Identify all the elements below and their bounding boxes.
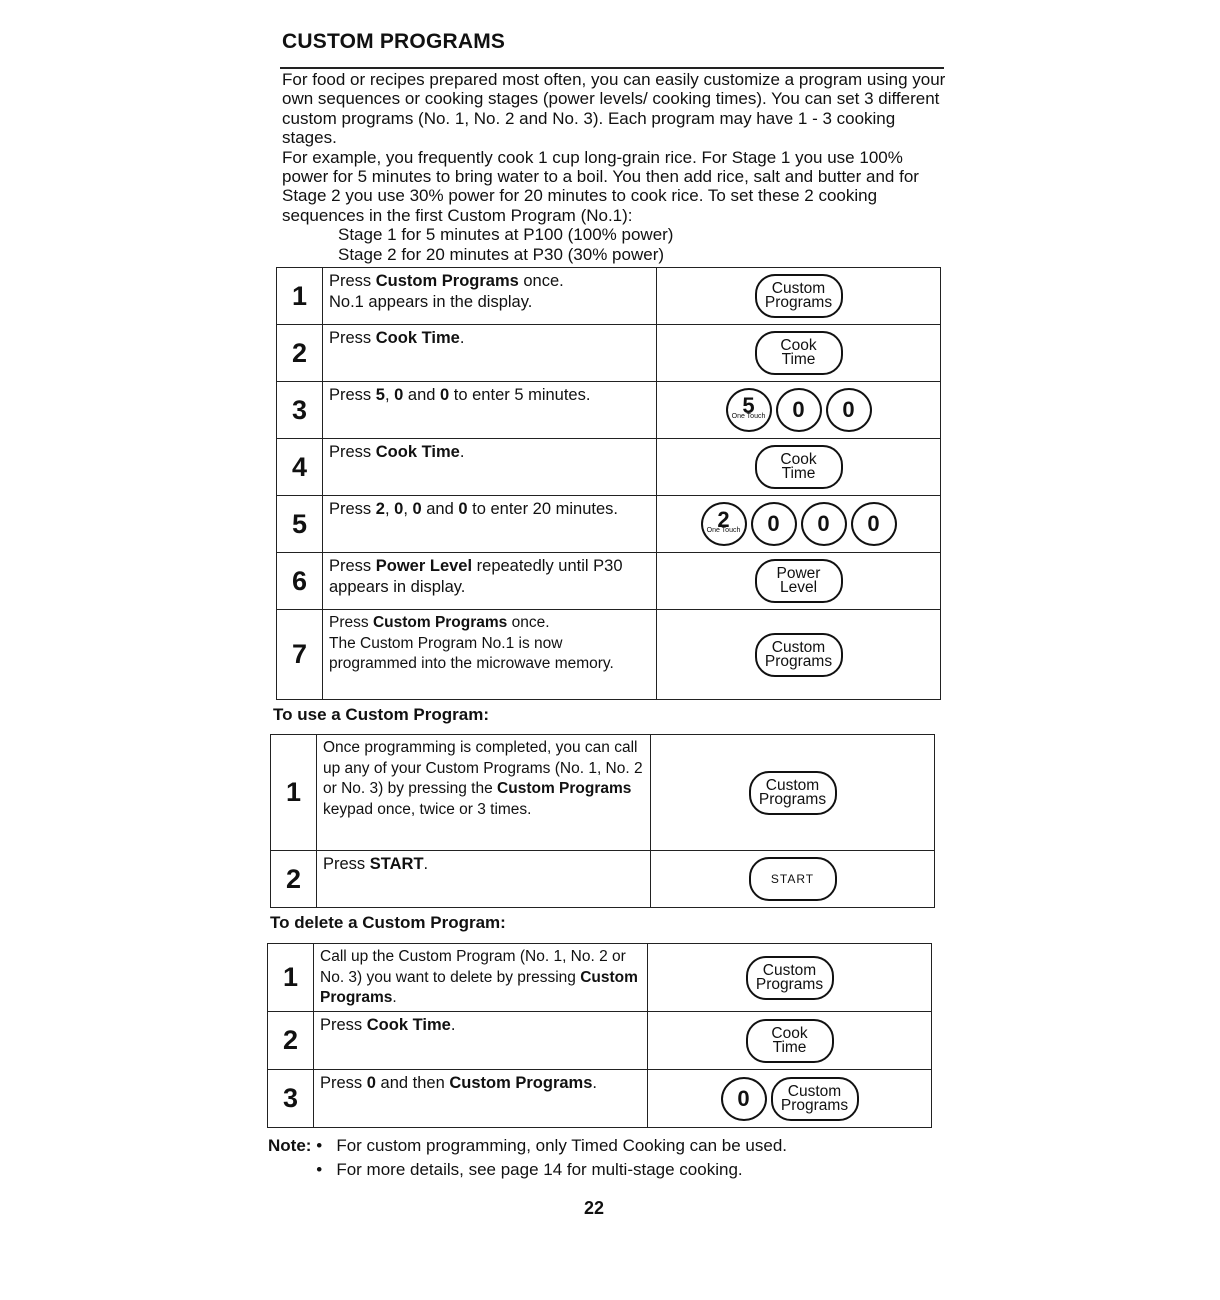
table-row xyxy=(271,851,935,908)
step-number: 2 xyxy=(268,1012,314,1070)
step-text: Press 5, 0 and 0 to enter 5 minutes. xyxy=(323,382,657,439)
use-steps-table xyxy=(270,734,935,908)
step-number: 3 xyxy=(268,1070,314,1128)
cook-time-key: Cook Time xyxy=(746,1019,834,1063)
table-row xyxy=(277,553,941,610)
stage-2-line: Stage 2 for 20 minutes at P30 (30% power) xyxy=(338,244,665,264)
table-row xyxy=(277,439,941,496)
table-row xyxy=(268,1070,932,1128)
table-row xyxy=(277,496,941,553)
step-keypad xyxy=(648,1012,932,1070)
note-item: • For custom programming, only Timed Cooking can be used. xyxy=(316,1136,788,1155)
step-number: 1 xyxy=(268,944,314,1012)
zero-key: 0 xyxy=(851,502,897,546)
step-number: 2 xyxy=(271,851,317,908)
table-row xyxy=(277,610,941,700)
zero-key: 0 xyxy=(801,502,847,546)
cook-time-key: Cook Time xyxy=(755,445,843,489)
intro-paragraph-2: For example, you frequently cook 1 cup long-grain rice. For Stage 1 you use 100% power for 5 minutes to bring water to a boil. You then add rice, salt and butter and for Stage 2 you use 30% power for 20 minutes to cook rice. To set these 2 cooking sequences in the first Custom Program (No.1): xyxy=(282,147,919,225)
custom-programs-key: Custom Programs xyxy=(749,771,837,815)
table-row xyxy=(277,268,941,325)
step-text: Press 0 and then Custom Programs. xyxy=(314,1070,648,1128)
step-text: Press Custom Programs once. The Custom Program No.1 is now programmed into the microwave memory. xyxy=(323,610,657,700)
title-rule xyxy=(280,67,944,69)
step-text: Press Power Level repeatedly until P30 appears in display. xyxy=(323,553,657,610)
stage-1-line: Stage 1 for 5 minutes at P100 (100% power) xyxy=(338,225,674,245)
step-keypad xyxy=(657,553,941,610)
step-keypad xyxy=(651,851,935,908)
custom-programs-key: Custom Programs xyxy=(746,956,834,1000)
step-keypad xyxy=(657,268,941,325)
note xyxy=(268,1134,787,1182)
table-row xyxy=(268,1012,932,1070)
zero-key: 0 xyxy=(721,1077,767,1121)
step-text: Press 2, 0, 0 and 0 to enter 20 minutes. xyxy=(323,496,657,553)
step-number: 7 xyxy=(277,610,323,700)
step-number: 1 xyxy=(271,735,317,851)
page-title: CUSTOM PROGRAMS xyxy=(282,30,506,53)
cook-time-key: Cook Time xyxy=(755,331,843,375)
intro-paragraph-1: For food or recipes prepared most often, you can easily customize a program using your own sequences or cooking stages (power levels/ cooking times). You can set 3 different custom programs (No. 1, No. 2 and No. 3). Each program may have 1 - 3 cooking stages. xyxy=(282,70,946,148)
zero-key: 0 xyxy=(826,388,872,432)
custom-programs-key: Custom Programs xyxy=(755,633,843,677)
step-text: Call up the Custom Program (No. 1, No. 2 or No. 3) you want to delete by pressing Custom Programs. xyxy=(314,944,648,1012)
custom-programs-key: Custom Programs xyxy=(755,274,843,318)
step-text: Press Cook Time. xyxy=(323,439,657,496)
step-keypad xyxy=(657,325,941,382)
five-one-touch-key: 5 One Touch xyxy=(726,388,772,432)
zero-key: 0 xyxy=(776,388,822,432)
step-text: Press Custom Programs once. No.1 appears in the display. xyxy=(323,268,657,325)
program-steps-table xyxy=(276,267,941,700)
power-level-key: Power Level xyxy=(755,559,843,603)
step-keypad xyxy=(657,382,941,439)
zero-key: 0 xyxy=(751,502,797,546)
start-key: START xyxy=(749,857,837,901)
note-item: • For more details, see page 14 for multi-stage cooking. xyxy=(316,1160,743,1179)
note-label: Note: xyxy=(268,1136,312,1155)
step-keypad xyxy=(657,439,941,496)
step-keypad xyxy=(657,610,941,700)
step-number: 5 xyxy=(277,496,323,553)
intro-text xyxy=(282,70,952,264)
step-number: 1 xyxy=(277,268,323,325)
step-text: Press Cook Time. xyxy=(314,1012,648,1070)
table-row xyxy=(277,325,941,382)
step-text: Press START. xyxy=(317,851,651,908)
step-number: 3 xyxy=(277,382,323,439)
table-row xyxy=(277,382,941,439)
delete-heading: To delete a Custom Program: xyxy=(270,913,506,932)
use-heading: To use a Custom Program: xyxy=(273,705,489,724)
page-number: 22 xyxy=(584,1198,605,1218)
step-number: 2 xyxy=(277,325,323,382)
delete-steps-table xyxy=(267,943,932,1128)
step-text: Press Cook Time. xyxy=(323,325,657,382)
custom-programs-key: Custom Programs xyxy=(771,1077,859,1121)
step-number: 6 xyxy=(277,553,323,610)
table-row xyxy=(268,944,932,1012)
step-keypad xyxy=(657,496,941,553)
step-number: 4 xyxy=(277,439,323,496)
table-row xyxy=(271,735,935,851)
step-text: Once programming is completed, you can call up any of your Custom Programs (No. 1, No. 2 or No. 3) by pressing the Custom Programs keypad once, twice or 3 times. xyxy=(317,735,651,851)
step-keypad xyxy=(651,735,935,851)
step-keypad xyxy=(648,944,932,1012)
two-one-touch-key: 2 One Touch xyxy=(701,502,747,546)
step-keypad xyxy=(648,1070,932,1128)
